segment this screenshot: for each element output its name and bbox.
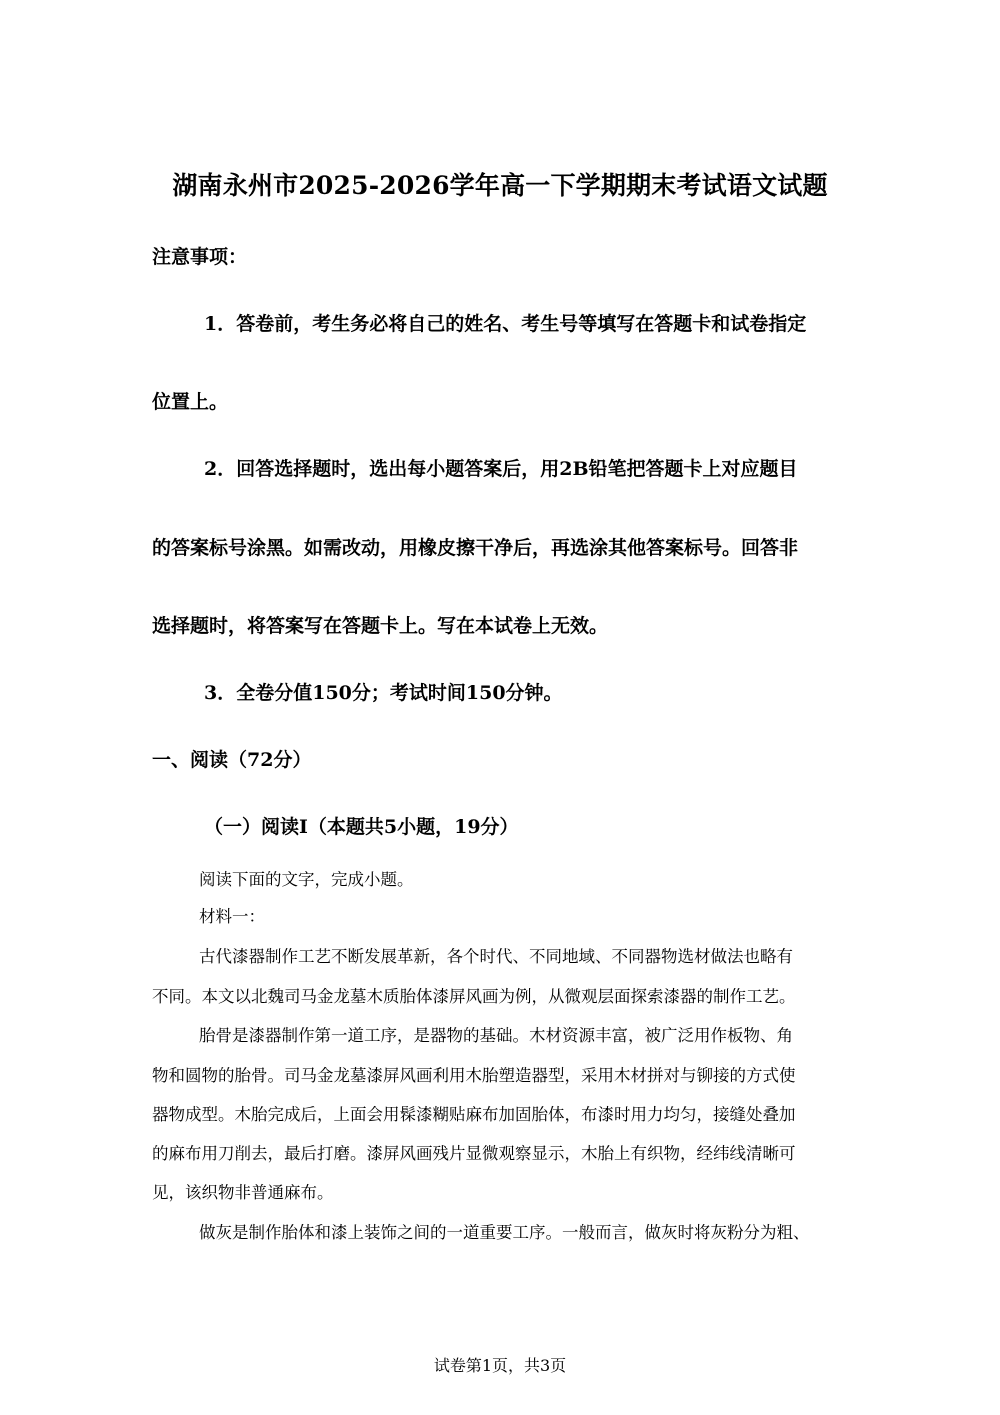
notice-item-1-line-2: 位置上。	[152, 391, 229, 413]
subsection-heading: （一）阅读I（本题共5小题，19分）	[204, 816, 519, 838]
notice-item-2-line-1: 2．回答选择题时，选出每小题答案后，用2B铅笔把答题卡上对应题目	[204, 458, 798, 480]
notice-item-3-line-1: 3．全卷分值150分；考试时间150分钟。	[204, 682, 563, 704]
section-heading: 一、阅读（72分）	[152, 749, 312, 771]
paragraph-2-line-4: 的麻布用刀削去，最后打磨。漆屏风画残片显微观察显示，木胎上有织物，经纬线清晰可	[152, 1144, 796, 1163]
notice-item-2-line-2: 的答案标号涂黑。如需改动，用橡皮擦干净后，再选涂其他答案标号。回答非	[152, 537, 799, 559]
paragraph-2-line-3: 器物成型。木胎完成后，上面会用髹漆糊贴麻布加固胎体，布漆时用力均匀，接缝处叠加	[152, 1105, 796, 1124]
notice-heading: 注意事项：	[152, 246, 248, 268]
paragraph-1-line-1: 古代漆器制作工艺不断发展革新，各个时代、不同地域、不同器物选材做法也略有	[199, 947, 793, 966]
notice-item-2-line-3: 选择题时，将答案写在答题卡上。写在本试卷上无效。	[152, 615, 609, 637]
page-title: 湖南永州市2025-2026学年高一下学期期末考试语文试题	[172, 171, 828, 200]
reading-instruction: 阅读下面的文字，完成小题。	[199, 870, 414, 889]
material-label: 材料一：	[199, 907, 265, 926]
paragraph-2-line-5: 见，该织物非普通麻布。	[152, 1183, 334, 1202]
paragraph-1-line-2: 不同。本文以北魏司马金龙墓木质胎体漆屏风画为例，从微观层面探索漆器的制作工艺。	[152, 987, 796, 1006]
notice-item-1-line-1: 1．答卷前，考生务必将自己的姓名、考生号等填写在答题卡和试卷指定	[204, 313, 807, 335]
paragraph-2-line-1: 胎骨是漆器制作第一道工序，是器物的基础。木材资源丰富，被广泛用作板物、角	[199, 1026, 793, 1045]
paragraph-2-line-2: 物和圆物的胎骨。司马金龙墓漆屏风画利用木胎塑造器型，采用木材拼对与铆接的方式使	[152, 1066, 796, 1085]
paragraph-3-line-1: 做灰是制作胎体和漆上装饰之间的一道重要工序。一般而言，做灰时将灰粉分为粗、	[199, 1223, 810, 1242]
page-footer: 试卷第1页，共3页	[433, 1356, 567, 1375]
